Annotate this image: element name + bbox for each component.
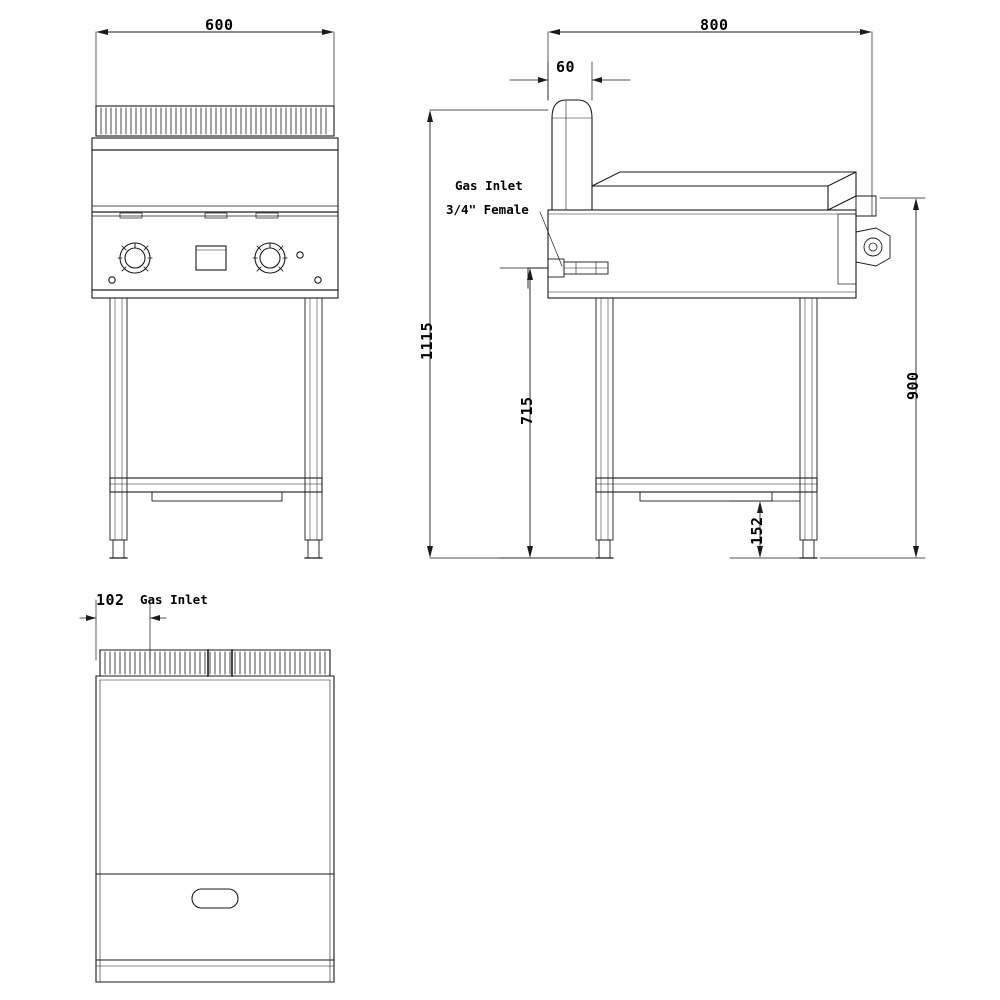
dimension-plan-inlet-offset: 102 — [96, 591, 125, 609]
dimension-top-offset: 60 — [556, 58, 576, 76]
note-plan-gas-inlet: Gas Inlet — [140, 592, 208, 607]
dimension-side-depth: 800 — [700, 16, 729, 34]
dimension-foot-height: 152 — [748, 516, 766, 545]
dimension-overall-height: 1115 — [418, 321, 436, 360]
top-plan-view — [80, 600, 334, 982]
note-gas-inlet-line2: 3/4" Female — [446, 202, 529, 217]
front-elevation-view — [92, 29, 338, 558]
dimension-under-shelf-height: 715 — [518, 396, 536, 425]
dimension-front-width: 600 — [205, 16, 234, 34]
dimension-worktop-height: 900 — [904, 371, 922, 400]
note-gas-inlet-line1: Gas Inlet — [455, 178, 523, 193]
side-elevation-view — [427, 29, 925, 558]
